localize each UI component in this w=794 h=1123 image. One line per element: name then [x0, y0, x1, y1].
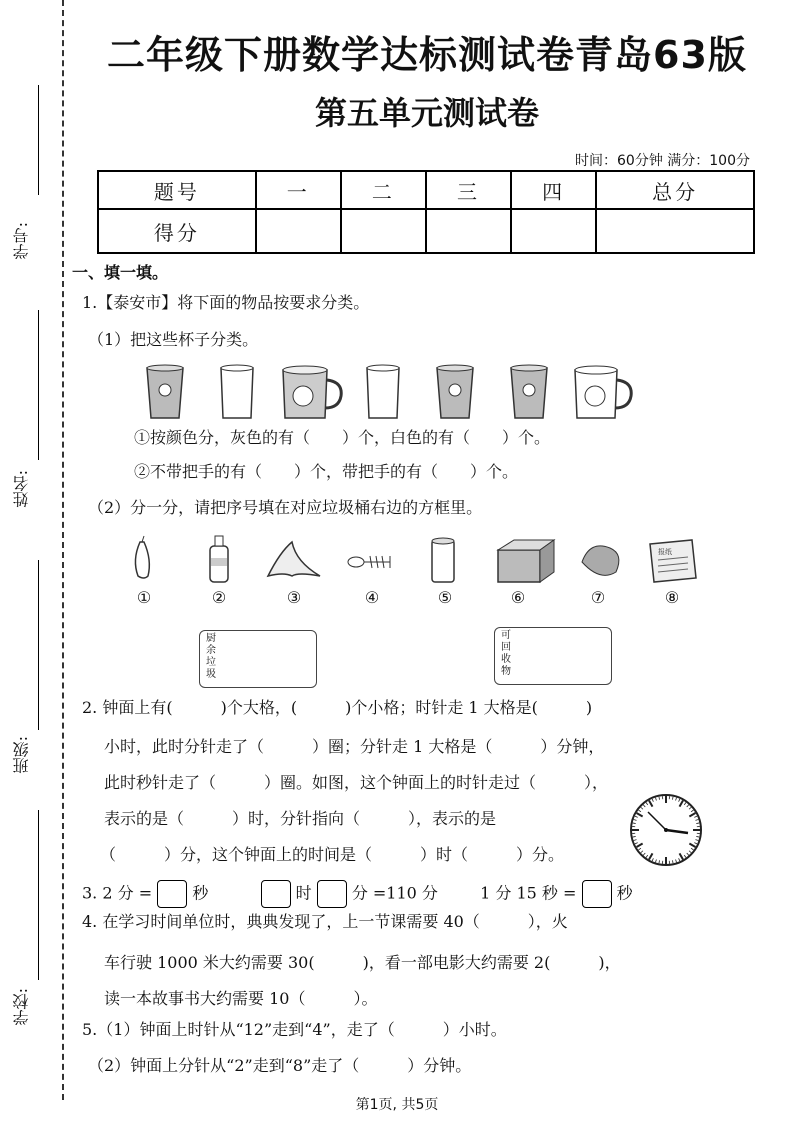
clock-face-icon: [628, 792, 704, 868]
score-cell[interactable]: [256, 209, 341, 253]
cup-icon: [511, 365, 547, 418]
q3-unit: 秒: [616, 883, 633, 903]
cups-illustration: [135, 360, 645, 425]
item-number: ⑧: [664, 588, 680, 607]
question-2-line-5: （ ）分，这个钟面上的时间是（ ）时（ ）分。: [100, 845, 565, 864]
question-1-line-2: ②不带把手的有（ ）个，带把手的有（ ）个。: [134, 462, 519, 481]
question-4-line-3: 读一本故事书大约需要 10（ ）。: [104, 989, 378, 1008]
school-label: 学校:: [12, 988, 31, 1026]
binding-dash-line: [62, 0, 64, 1100]
question-2-line-4: 表示的是（ ）时，分针指向（ ），表示的是: [104, 809, 497, 828]
bin-label-char: 回: [501, 642, 511, 653]
q3-part-c: 1 分 15 秒 =: [480, 883, 577, 903]
student-id-label: 学号:: [12, 222, 31, 260]
item-number: ⑤: [437, 588, 453, 607]
fish-bone-icon: [348, 556, 390, 568]
item-numbers: [130, 588, 710, 610]
question-3: [82, 880, 633, 908]
question-1-part-2: （2）分一分，请把序号填在对应垃圾桶右边的方框里。: [88, 498, 483, 517]
newspaper-text: 报纸: [658, 548, 672, 556]
bin-label-char: 收: [501, 654, 511, 665]
item-number: ③: [286, 588, 302, 607]
banana-peel-icon: [268, 542, 320, 576]
bin-label-char: 圾: [206, 669, 216, 680]
q3-unit: 秒: [192, 883, 209, 903]
cup-icon: [437, 365, 473, 418]
question-1: 1.【泰安市】将下面的物品按要求分类。: [82, 293, 370, 312]
score-header-cell: 四: [511, 171, 596, 209]
item-number: ⑦: [590, 588, 606, 607]
question-2-line-3: 此时秒针走了（ ）圈。如图，这个钟面上的时针走过（ ），: [104, 773, 609, 792]
bin-label-char: 厨: [206, 633, 216, 644]
score-table: [97, 170, 755, 254]
score-header-cell: 三: [426, 171, 511, 209]
class-label: 班级:: [12, 736, 31, 774]
time-score-info: 时间：60分钟 满分：100分: [575, 153, 750, 169]
can-icon: [432, 538, 454, 582]
q3-part-b: 分 =110 分: [351, 883, 438, 903]
answer-box[interactable]: [157, 880, 187, 908]
question-2-line-1: 2. 钟面上有( )个大格，( )个小格；时针走 1 大格是( ): [82, 698, 593, 717]
box-icon: [498, 540, 554, 582]
bin-label-char: 可: [501, 630, 511, 641]
bin-label-char: 物: [501, 666, 511, 677]
question-4-line-2: 车行驶 1000 米大约需要 30( )，看一部电影大约需要 2( )，: [104, 953, 621, 972]
score-cell[interactable]: [341, 209, 426, 253]
answer-box[interactable]: [261, 880, 291, 908]
score-cell[interactable]: [426, 209, 511, 253]
question-4-line-1: 4. 在学习时间单位时，典典发现了，上一节课需要 40（ ），火: [82, 912, 568, 931]
question-1-line-1: ①按颜色分，灰色的有（ ）个，白色的有（ ）个。: [134, 428, 551, 447]
newspaper-icon: [650, 540, 696, 582]
mug-icon: [575, 366, 631, 418]
apple-core-icon: [135, 536, 149, 578]
mug-icon: [283, 366, 341, 418]
cup-icon: [367, 365, 399, 418]
leaves-icon: [582, 546, 619, 575]
trash-items-illustration: [120, 532, 700, 588]
bottle-icon: [210, 536, 228, 582]
score-header-cell: 总分: [596, 171, 754, 209]
bin-label-char: 垃: [206, 657, 216, 668]
recyclable-bin-box[interactable]: [494, 627, 612, 685]
kitchen-waste-bin-box[interactable]: [199, 630, 317, 688]
question-5-line-2: （2）钟面上分针从“2”走到“8”走了（ ）分钟。: [88, 1056, 472, 1075]
class-write-line: [38, 560, 39, 730]
cup-icon: [147, 365, 183, 418]
score-header-cell: 二: [341, 171, 426, 209]
item-number: ①: [136, 588, 152, 607]
score-cell[interactable]: [596, 209, 754, 253]
name-label: 姓名:: [12, 470, 31, 508]
score-header-cell: 一: [256, 171, 341, 209]
page-subtitle: 第五单元测试卷: [314, 94, 539, 132]
item-number: ⑥: [510, 588, 526, 607]
q3-unit: 时: [295, 883, 312, 903]
answer-box[interactable]: [582, 880, 612, 908]
q3-part-a: 3. 2 分 =: [82, 883, 153, 903]
score-cell[interactable]: [511, 209, 596, 253]
page-title: 二年级下册数学达标测试卷青岛63版: [107, 33, 747, 77]
page-footer: 第1页, 共5页: [355, 1097, 439, 1113]
question-5-line-1: 5.（1）钟面上时针从“12”走到“4”，走了（ ）小时。: [82, 1020, 507, 1039]
score-row-label: 得分: [98, 209, 256, 253]
name-write-line: [38, 310, 39, 460]
item-number: ②: [211, 588, 227, 607]
cup-icon: [221, 365, 253, 418]
section-heading: 一、填一填。: [72, 263, 169, 282]
item-number: ④: [364, 588, 380, 607]
answer-box[interactable]: [317, 880, 347, 908]
score-header-cell: 题号: [98, 171, 256, 209]
school-write-line: [38, 810, 39, 980]
bin-label-char: 余: [206, 645, 216, 656]
question-1-part-1: （1）把这些杯子分类。: [88, 330, 259, 349]
question-2-line-2: 小时，此时分针走了（ ）圈；分针走 1 大格是（ ）分钟，: [104, 737, 605, 756]
